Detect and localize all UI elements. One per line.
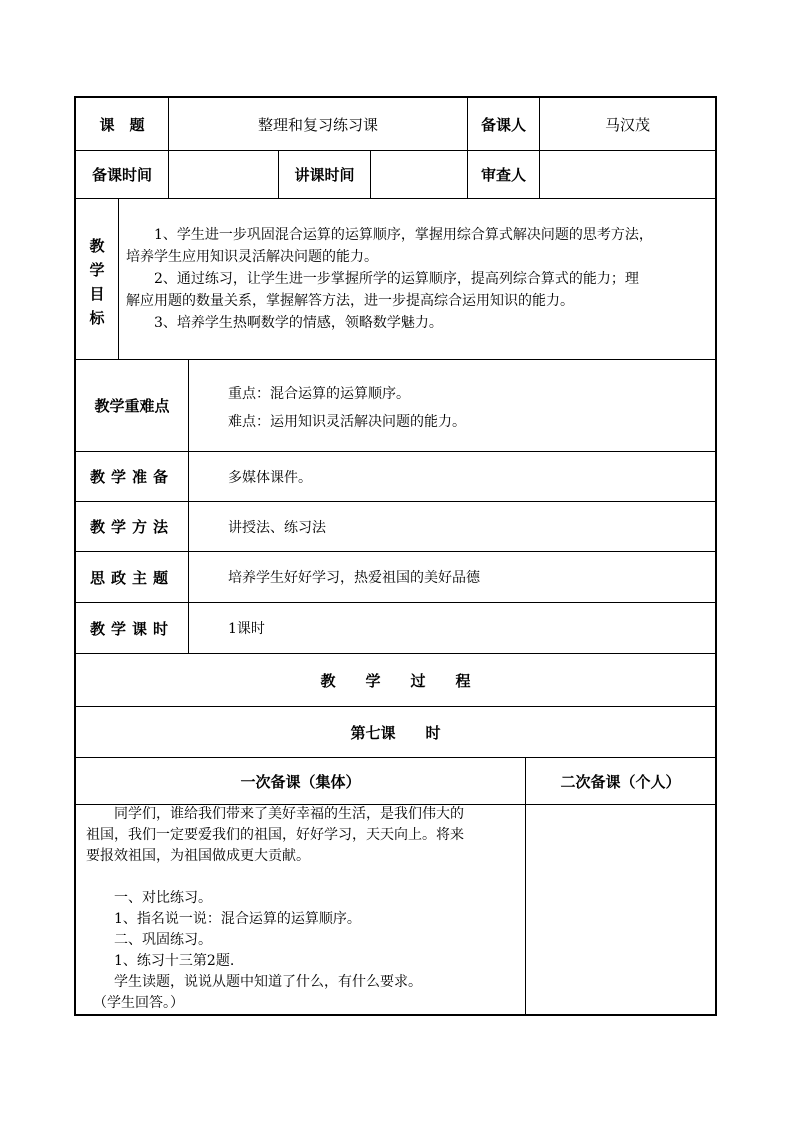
key-points-label: 教学重难点 [94, 397, 170, 415]
process-title: 教 学 过 程 [320, 671, 471, 690]
row-divider [74, 198, 717, 199]
collective-prep-header: 一次备课（集体） [240, 772, 361, 791]
individual-prep-header: 二次备课（个人） [560, 772, 681, 791]
lesson-number: 第七课 时 [350, 723, 441, 742]
preparer-label: 备课人 [480, 115, 526, 134]
prep-time-label: 备课时间 [91, 166, 152, 184]
col-divider [370, 150, 371, 198]
method-label: 教学方法 [89, 518, 174, 536]
teach-time-label: 讲课时间 [294, 166, 355, 184]
ideology-label: 思政主题 [89, 568, 174, 587]
prep-label: 教学准备 [89, 468, 174, 486]
topic-value: 整理和复习练习课 [257, 115, 378, 134]
preparer-value: 马汉茂 [604, 115, 650, 134]
method-value: 讲授法、练习法 [228, 519, 326, 536]
topic-label: 课 题 [99, 115, 145, 134]
key-points-text: 重点：混合运算的运算顺序。 难点：运用知识灵活解决问题的能力。 [228, 386, 466, 430]
ideology-value: 培养学生好好学习，热爱祖国的美好品德 [228, 570, 480, 586]
hours-label: 教学课时 [89, 619, 174, 638]
row-divider [74, 150, 717, 151]
prep-value: 多媒体课件。 [228, 469, 312, 486]
reviewer-label: 审查人 [480, 166, 526, 184]
process-body: 同学们，谁给我们带来了美好幸福的生活，是我们伟大的 祖国，我们一定要爱我们的祖国，好好学习，天天向上。将来 要报效祖国，为祖国做成更大贡献。 一、对比练习。 1、指名说一说：混合运算的运算顺序。 二、巩固练习。 1、练习十三第2题. 学生读题，说说从题中知道了什么，有什么要求。 （学生回答。） [86, 806, 464, 1011]
goals-label: 教 学 目 标 [89, 237, 105, 327]
col-divider [118, 198, 119, 359]
hours-value: 1课时 [228, 621, 265, 637]
col-divider [188, 359, 189, 653]
goals-text: 1、学生进一步巩固混合运算的运算顺序，掌握用综合算式解决问题的思考方法， 培养学生应用知识灵活解决问题的能力。 2、通过练习，让学生进一步掌握所学的运算顺序，提高列综合算式的能力；理 解应用题的数量关系，掌握解答方法，进一步提高综合运用知识的能力。 3、培养学生热啊数学的情感，领略数学魅力。 [126, 227, 653, 331]
